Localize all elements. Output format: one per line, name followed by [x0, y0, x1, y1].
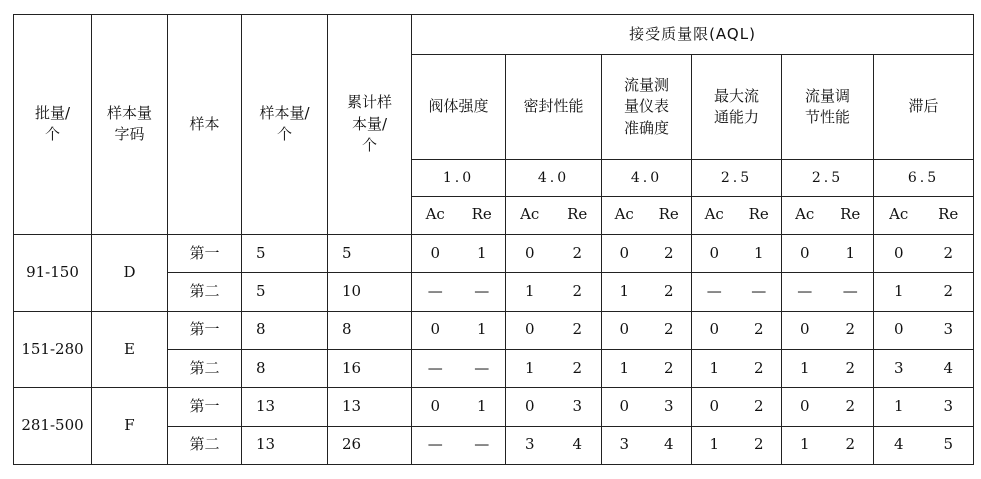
ac-re-cell — [412, 349, 506, 387]
re-value: 1 — [845, 243, 856, 262]
ac-re-cell — [782, 234, 874, 272]
ac-value: 0 — [799, 397, 810, 415]
ac-value: 1 — [709, 358, 720, 377]
re-value: 2 — [572, 320, 583, 339]
re-value: 4 — [572, 435, 583, 454]
re-label: Re — [938, 205, 959, 224]
header-item-line: 量仪表 — [623, 97, 669, 116]
re-value: 4 — [663, 435, 674, 454]
ac-re-cell — [782, 426, 874, 464]
ac-label: Ac — [614, 205, 634, 224]
sample-cell: 第二 — [168, 273, 242, 311]
table-row — [14, 234, 974, 272]
ac-re-cell — [602, 349, 692, 387]
header-item-line: 准确度 — [623, 119, 669, 138]
ac-value: 0 — [799, 320, 810, 339]
sample-size-cell: 13 — [242, 388, 328, 426]
sample-size-cell: 8 — [242, 311, 328, 349]
re-value: 2 — [845, 358, 856, 377]
ac-re-cell — [412, 273, 506, 311]
cumulative-size-cell: 26 — [328, 426, 412, 464]
ac-label: Ac — [425, 205, 445, 224]
ac-re-cell — [874, 273, 974, 311]
header-code-line2: 字码 — [114, 125, 145, 144]
ac-re-cell — [782, 388, 874, 426]
re-value: 2 — [663, 358, 674, 377]
ac-re-cell — [506, 273, 602, 311]
lot-size-cell: 151-280 — [14, 311, 92, 388]
ac-value: 1 — [893, 282, 904, 301]
ac-value: 0 — [524, 397, 535, 415]
code-letter-cell: D — [92, 234, 168, 311]
ac-re-cell — [506, 426, 602, 464]
ac-re-header-4 — [782, 196, 874, 234]
ac-re-cell — [874, 349, 974, 387]
re-value: — — [842, 282, 858, 301]
ac-value: 0 — [430, 320, 441, 339]
ac-value: 0 — [799, 243, 810, 262]
ac-re-cell — [602, 273, 692, 311]
re-label: Re — [748, 205, 769, 224]
header-item-line: 流量测 — [623, 75, 669, 94]
cumulative-size-cell: 16 — [328, 349, 412, 387]
re-value: 2 — [753, 435, 764, 454]
aql-value-3: 2.5 — [692, 160, 782, 196]
re-value: 2 — [943, 243, 954, 262]
header-item-line: 密封性能 — [523, 97, 584, 116]
header-item-line: 最大流 — [713, 86, 759, 105]
header-item-line: 流量调 — [804, 86, 850, 105]
aql-value-4: 2.5 — [782, 160, 874, 196]
ac-value: 4 — [893, 435, 904, 454]
ac-re-header-3 — [692, 196, 782, 234]
ac-re-header-1 — [506, 196, 602, 234]
header-cumulative-size — [328, 15, 412, 235]
re-value: 3 — [572, 397, 583, 415]
ac-value: 0 — [709, 320, 720, 339]
re-value: 3 — [943, 397, 954, 415]
header-item-4 — [782, 55, 874, 160]
ac-re-cell — [506, 349, 602, 387]
sample-cell: 第二 — [168, 426, 242, 464]
re-value: 2 — [943, 282, 954, 301]
ac-re-cell — [602, 388, 692, 426]
ac-re-cell — [602, 311, 692, 349]
ac-value: 1 — [524, 358, 535, 377]
ac-value: 1 — [619, 282, 630, 301]
header-lot-line2: 个 — [44, 125, 60, 144]
ac-re-cell — [782, 311, 874, 349]
code-letter-cell: E — [92, 311, 168, 388]
ac-re-cell — [412, 311, 506, 349]
ac-value: 0 — [524, 320, 535, 339]
sample-cell: 第一 — [168, 234, 242, 272]
re-label: Re — [471, 205, 492, 224]
ac-value: 0 — [430, 397, 441, 415]
cumulative-size-cell: 13 — [328, 388, 412, 426]
header-lot-line1: 批量/ — [34, 103, 71, 122]
ac-value: 1 — [893, 397, 904, 415]
ac-value: — — [427, 435, 443, 454]
aql-value-2: 4.0 — [602, 160, 692, 196]
re-value: 2 — [663, 320, 674, 339]
ac-value: 0 — [524, 243, 535, 262]
ac-value: 0 — [619, 397, 630, 415]
re-value: 1 — [753, 243, 764, 262]
re-value: 2 — [845, 435, 856, 454]
cumulative-size-cell: 5 — [328, 234, 412, 272]
sample-size-cell: 8 — [242, 349, 328, 387]
re-label: Re — [840, 205, 861, 224]
ac-value: 3 — [619, 435, 630, 454]
ac-value: 0 — [709, 397, 720, 415]
ac-re-cell — [602, 426, 692, 464]
table-row — [14, 311, 974, 349]
ac-re-cell — [692, 349, 782, 387]
re-value: — — [751, 282, 767, 301]
header-code-line1: 样本量 — [106, 103, 152, 122]
ac-re-cell — [874, 388, 974, 426]
header-item-1 — [506, 55, 602, 160]
header-aql-title: 接受质量限(AQL) — [412, 15, 974, 55]
header-sample-text: 样本 — [189, 114, 220, 133]
ac-re-cell — [602, 234, 692, 272]
ac-re-cell — [692, 388, 782, 426]
ac-re-cell — [692, 273, 782, 311]
re-value: 2 — [663, 282, 674, 301]
ac-re-cell — [782, 273, 874, 311]
sample-cell: 第二 — [168, 349, 242, 387]
sample-cell: 第一 — [168, 388, 242, 426]
header-cum-line3: 个 — [361, 136, 377, 155]
sample-size-cell: 5 — [242, 234, 328, 272]
ac-re-header-2 — [602, 196, 692, 234]
header-sample — [168, 15, 242, 235]
re-value: 2 — [845, 320, 856, 339]
header-item-3 — [692, 55, 782, 160]
ac-re-cell — [874, 426, 974, 464]
aql-value-5: 6.5 — [874, 160, 974, 196]
ac-label: Ac — [520, 205, 540, 224]
re-value: — — [474, 358, 490, 377]
ac-value: — — [797, 282, 813, 301]
ac-re-cell — [412, 234, 506, 272]
re-value: 2 — [753, 397, 764, 415]
ac-value: — — [427, 358, 443, 377]
ac-value: 1 — [799, 358, 810, 377]
re-value: 1 — [476, 397, 487, 415]
ac-re-cell — [412, 426, 506, 464]
header-item-0 — [412, 55, 506, 160]
sample-cell: 第一 — [168, 311, 242, 349]
header-item-line: 节性能 — [804, 108, 850, 127]
aql-value-1: 4.0 — [506, 160, 602, 196]
ac-value: 3 — [893, 358, 904, 377]
re-value: 1 — [476, 320, 487, 339]
table-row — [14, 388, 974, 426]
re-label: Re — [658, 205, 679, 224]
header-sample-size — [242, 15, 328, 235]
aql-sampling-table — [13, 14, 974, 465]
ac-re-cell — [692, 426, 782, 464]
re-value: 2 — [572, 243, 583, 262]
header-item-line: 滞后 — [908, 97, 939, 116]
cumulative-size-cell: 10 — [328, 273, 412, 311]
sample-size-cell: 13 — [242, 426, 328, 464]
re-value: 2 — [663, 243, 674, 262]
re-value: 2 — [572, 282, 583, 301]
re-value: — — [474, 282, 490, 301]
ac-re-cell — [412, 388, 506, 426]
header-item-line: 阀体强度 — [428, 97, 489, 116]
ac-re-cell — [874, 234, 974, 272]
re-value: 5 — [943, 435, 954, 454]
header-size-line2: 个 — [276, 125, 292, 144]
code-letter-cell: F — [92, 388, 168, 465]
ac-value: 3 — [524, 435, 535, 454]
ac-re-cell — [692, 311, 782, 349]
re-value: 2 — [753, 358, 764, 377]
aql-value-0: 1.0 — [412, 160, 506, 196]
ac-re-cell — [692, 234, 782, 272]
header-item-2 — [602, 55, 692, 160]
re-value: 2 — [845, 397, 856, 415]
re-value: 3 — [663, 397, 674, 415]
header-size-line1: 样本量/ — [259, 103, 310, 122]
sample-size-cell: 5 — [242, 273, 328, 311]
ac-value: 1 — [619, 358, 630, 377]
ac-value: 0 — [619, 243, 630, 262]
re-label: Re — [567, 205, 588, 224]
header-code-letter — [92, 15, 168, 235]
ac-re-cell — [506, 234, 602, 272]
re-value: 1 — [476, 243, 487, 262]
re-value: 2 — [572, 358, 583, 377]
ac-value: 0 — [893, 243, 904, 262]
header-cum-line2: 本量/ — [351, 114, 388, 133]
re-value: — — [474, 435, 490, 454]
ac-value: — — [427, 282, 443, 301]
lot-size-cell: 281-500 — [14, 388, 92, 465]
ac-value: — — [706, 282, 722, 301]
lot-size-cell: 91-150 — [14, 234, 92, 311]
re-value: 3 — [943, 320, 954, 339]
header-cum-line1: 累计样 — [346, 92, 392, 111]
ac-label: Ac — [795, 205, 815, 224]
ac-value: 0 — [430, 243, 441, 262]
ac-value: 1 — [709, 435, 720, 454]
ac-re-header-5 — [874, 196, 974, 234]
cumulative-size-cell: 8 — [328, 311, 412, 349]
header-lot-size — [14, 15, 92, 235]
ac-value: 0 — [893, 320, 904, 339]
header-item-line: 通能力 — [713, 108, 759, 127]
ac-value: 1 — [524, 282, 535, 301]
ac-re-header-0 — [412, 196, 506, 234]
ac-value: 0 — [619, 320, 630, 339]
ac-label: Ac — [889, 205, 909, 224]
re-value: 4 — [943, 358, 954, 377]
ac-value: 0 — [709, 243, 720, 262]
ac-re-cell — [506, 311, 602, 349]
ac-re-cell — [782, 349, 874, 387]
re-value: 2 — [753, 320, 764, 339]
ac-re-cell — [506, 388, 602, 426]
ac-re-cell — [874, 311, 974, 349]
ac-label: Ac — [704, 205, 724, 224]
ac-value: 1 — [799, 435, 810, 454]
header-item-5 — [874, 55, 974, 160]
